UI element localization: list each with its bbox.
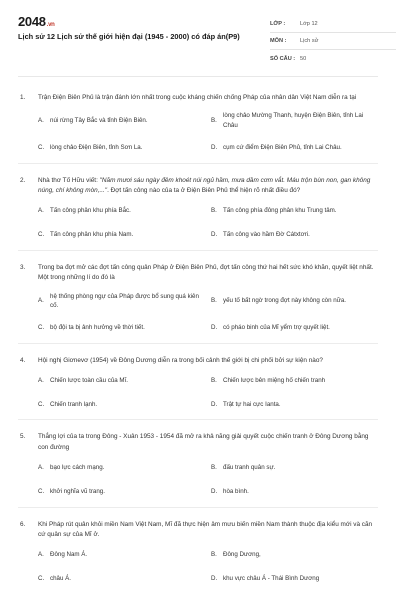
exam-title: Lịch sử 12 Lịch sử thế giới hiện đại (1945 - 2000) có đáp án(P9) <box>18 32 240 41</box>
option-c[interactable]: C. Tấn công phân khu phía Nam. <box>38 231 134 239</box>
meta-subject: MÔN : Lịch sử <box>270 33 396 50</box>
option-d[interactable]: D. có pháo binh của Mĩ yểm trợ quyết liệt. <box>211 324 330 332</box>
option-a[interactable]: A. Tấn công phân khu phía Bắc. <box>38 207 131 215</box>
question <box>18 344 378 421</box>
question-text: Thắng lợi của ta trong Đông - Xuân 1953 - 1954 đã mở ra khả năng giải quyết cuộc chiến tranh ở Đông Dương bằng con đường <box>38 433 369 451</box>
answer-options <box>38 204 378 242</box>
answer-options <box>38 111 378 155</box>
option-b[interactable]: B. đấu tranh quân sự. <box>211 463 276 471</box>
answer-options <box>38 548 378 586</box>
meta-question-count: SỐ CÂU : 50 <box>270 55 307 62</box>
question-text: Trong ba đợt mở các đợt tấn công quân Pháp ở Điện Biên Phủ, đợt tấn công thứ hai hết sức khó khăn, quyết liệt nhất. Một trong những lí do đó là <box>38 263 374 282</box>
answer-options <box>38 291 378 335</box>
option-c[interactable]: C. khởi nghĩa vũ trang. <box>38 487 105 495</box>
site-logo[interactable]: 2048.vn <box>18 14 55 29</box>
option-a[interactable]: A. bạo lực cách mạng. <box>38 463 105 471</box>
option-a[interactable]: A. Chiến lược toàn cầu của Mĩ. <box>38 376 129 384</box>
option-a[interactable]: A. Đông Nam Á. <box>38 550 88 558</box>
answer-options <box>38 461 378 499</box>
option-d[interactable]: D. Tấn công vào hầm Đờ Cátxtơri. <box>211 231 310 239</box>
option-b[interactable]: B. yếu tố bất ngờ trong đợt này không còn nữa. <box>211 297 347 305</box>
question-number: 5. <box>20 433 26 441</box>
option-c[interactable]: C. Chiến tranh lạnh. <box>38 400 98 408</box>
option-a[interactable]: A. hệ thống phòng ngự của Pháp được bổ sung quá kiên cố. <box>38 292 199 309</box>
option-b[interactable]: B. Tấn công phía đông phân khu Trung tâm. <box>211 207 337 215</box>
option-b[interactable]: B. Đông Dương, <box>211 550 261 558</box>
question-text: Hội nghị Giơnevơ (1954) về Đông Dương diễn ra trong bối cảnh thế giới bị chi phối bởi sự kiện nào? <box>38 356 323 364</box>
header <box>18 14 378 64</box>
option-c[interactable]: C. lòng chảo Điện Biên, tỉnh Sơn La. <box>38 143 143 151</box>
question-number: 1. <box>20 94 26 101</box>
option-d[interactable]: D. cụm cứ điểm Điện Biên Phủ, tỉnh Lai Châu. <box>211 143 342 151</box>
option-d[interactable]: D. khu vực châu Á - Thái Bình Dương <box>211 574 320 582</box>
option-b[interactable]: B. Chiến lược bên miệng hố chiến tranh <box>211 376 326 384</box>
question-text: Khi Pháp rút quân khỏi miền Nam Việt Nam, Mĩ đã thực hiện âm mưu biến miền Nam thành thuộc địa kiểu mới và căn cứ quân sự của Mĩ ở. <box>38 520 373 539</box>
option-a[interactable]: A. núi rừng Tây Bắc và tỉnh Điện Biên. <box>38 116 148 124</box>
question-text: Nhà thơ Tố Hữu viết: "Năm mươi sáu ngày đêm khoét núi ngủ hầm, mưa dầm cơm vắt. Máu trộn bùn non, gan không núng, chí không mòn,...". Đợt tấn công nào của ta ở Điện Biên Phủ thể hiện rõ nhất điều đó? <box>38 176 371 195</box>
question-number: 2. <box>20 176 26 184</box>
question-number: 6. <box>20 520 26 528</box>
option-d[interactable]: D. Trật tự hai cực Ianta. <box>211 400 281 408</box>
option-d[interactable]: D. hòa bình. <box>211 487 249 495</box>
exam-meta <box>270 16 396 67</box>
header-divider <box>18 76 378 77</box>
option-c[interactable]: C. bộ đội ta bị ảnh hưởng về thời tiết. <box>38 324 145 332</box>
question <box>18 508 378 594</box>
question-number: 4. <box>20 356 26 364</box>
question-text: Trận Điện Biên Phủ là trận đánh lớn nhất trong cuộc kháng chiến chống Pháp của nhân dân Việt Nam diễn ra tại <box>38 94 357 101</box>
meta-class: LỚP : Lớp 12 <box>270 16 396 33</box>
answer-options <box>38 373 378 411</box>
question <box>18 420 378 507</box>
question-number: 3. <box>20 263 26 271</box>
question <box>18 251 378 344</box>
option-c[interactable]: C. châu Á. <box>38 574 71 582</box>
question <box>18 164 378 251</box>
option-b[interactable]: B. lòng chảo Mường Thanh, huyện Điện Biên, tỉnh Lai Châu <box>211 112 364 129</box>
question-list <box>18 81 378 594</box>
question <box>18 81 378 164</box>
